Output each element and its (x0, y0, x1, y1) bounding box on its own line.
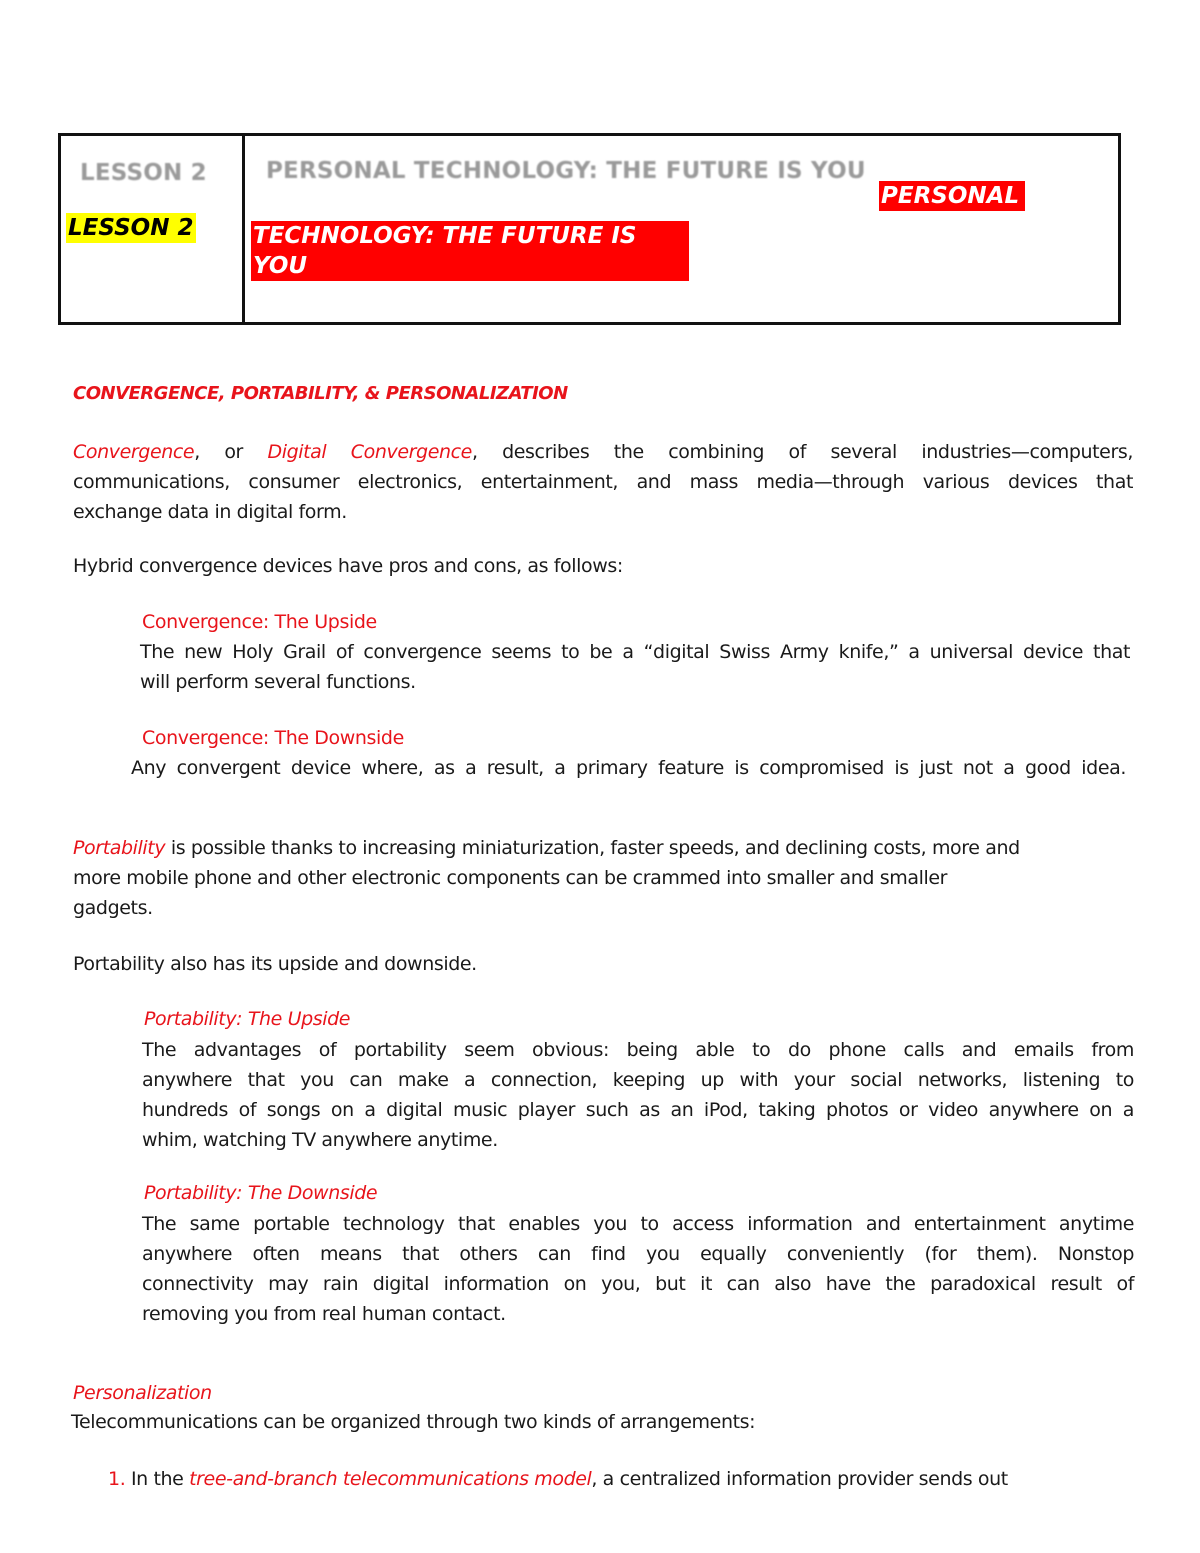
convergence-paragraph (73, 437, 1133, 527)
portability-term: Portability (73, 837, 166, 859)
list-item-1 (108, 1464, 1108, 1494)
conv-upside-text (140, 637, 1130, 697)
conv-downside-title: Convergence: The Downside (142, 727, 404, 749)
port-downside-line-3: connectivity may rain digital information on you, but it can also have the paradoxical result of (142, 1273, 1134, 1295)
port-upside-line-2: anywhere that you can make a connection, keeping up with your social networks, listening to (142, 1069, 1134, 1091)
ghost-lesson-title: PERSONAL TECHNOLOGY: THE FUTURE IS YOU (266, 158, 866, 184)
portability-line-2: more mobile phone and other electronic components can be crammed into smaller and smaller (73, 867, 948, 889)
portability-line-3: gadgets. (73, 897, 153, 919)
port-upside-title: Portability: The Upside (144, 1008, 351, 1030)
or-text: , or (194, 441, 243, 463)
lesson-label: LESSON 2 (68, 215, 194, 241)
list-item-1-number: 1. (108, 1468, 126, 1490)
ghost-lesson-label: LESSON 2 (80, 160, 207, 186)
convergence-line-1 (73, 437, 1133, 467)
port-upside-line-3: hundreds of songs on a digital music player such as an iPod, taking photos or video anywhere on a (142, 1099, 1134, 1121)
personalization-title: Personalization (73, 1382, 212, 1404)
conv-upside-line-2: will perform several functions. (140, 671, 416, 693)
conv-upside-line-1: The new Holy Grail of convergence seems to be a “digital Swiss Army knife,” a universal device that (140, 641, 1130, 663)
portability-text-1: is possible thanks to increasing miniaturization, faster speeds, and declining costs, more and (165, 837, 1020, 859)
port-upside-text (142, 1035, 1134, 1155)
port-downside-line-4: removing you from real human contact. (142, 1303, 506, 1325)
personalization-intro: Telecommunications can be organized through two kinds of arrangements: (71, 1411, 756, 1433)
portability-paragraph (73, 833, 1085, 923)
list-item-1-suffix: , a centralized information provider sends out (591, 1468, 1008, 1490)
convergence-line-2: communications, consumer electronics, entertainment, and mass media—through various devices that (73, 471, 1133, 493)
lesson-title-part1: PERSONAL (879, 181, 1025, 211)
port-downside-line-2: anywhere often means that others can find you equally conveniently (for them). Nonstop (142, 1243, 1134, 1265)
conv-downside-text (131, 753, 1126, 783)
port-downside-line-1: The same portable technology that enables you to access information and entertainment anytime (142, 1213, 1134, 1235)
conv-downside-line: Any convergent device where, as a result, a primary feature is compromised is just not a good idea. (131, 757, 1126, 779)
port-upside-line-1: The advantages of portability seem obvious: being able to do phone calls and emails from (142, 1039, 1134, 1061)
lesson-title-part2: TECHNOLOGY: THE FUTURE IS YOU (251, 221, 689, 281)
convergence-term: Convergence (73, 441, 195, 463)
convergence-line-3: exchange data in digital form. (73, 501, 347, 523)
list-item-1-prefix: In the (125, 1468, 190, 1490)
tree-and-branch-term: tree-and-branch telecommunications model (189, 1468, 592, 1490)
hybrid-intro: Hybrid convergence devices have pros and cons, as follows: (73, 555, 623, 577)
header-cell-divider (242, 136, 245, 322)
digital-convergence-term: Digital Convergence (267, 441, 472, 463)
section-heading: CONVERGENCE, PORTABILITY, & PERSONALIZATION (73, 383, 568, 404)
portability-line-1 (73, 833, 1085, 863)
conv-upside-title: Convergence: The Upside (142, 611, 377, 633)
port-downside-text (142, 1209, 1134, 1329)
convergence-def-1: , describes the combining of several industries—computers, (471, 441, 1134, 463)
port-downside-title: Portability: The Downside (144, 1182, 378, 1204)
port-upside-line-4: whim, watching TV anywhere anytime. (142, 1129, 498, 1151)
portability-intro: Portability also has its upside and downside. (73, 953, 477, 975)
